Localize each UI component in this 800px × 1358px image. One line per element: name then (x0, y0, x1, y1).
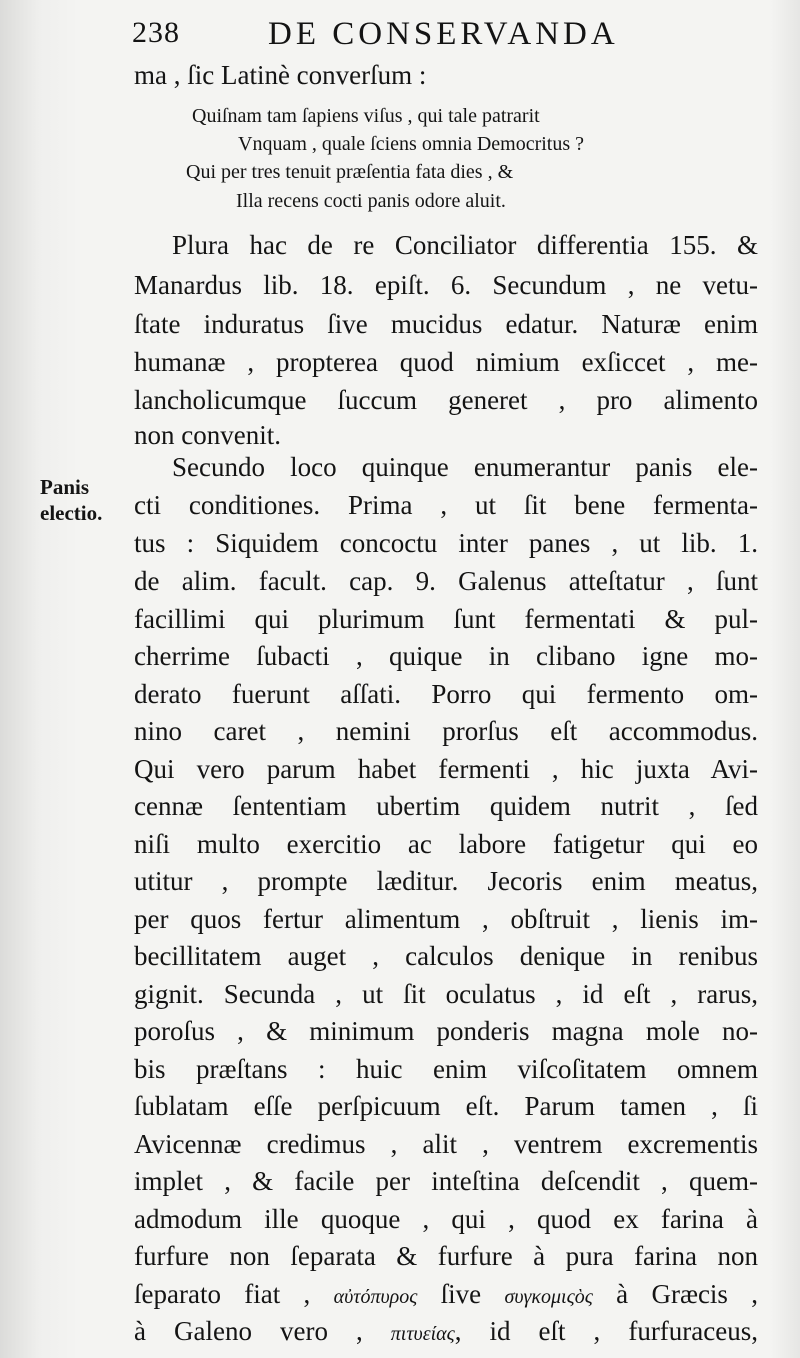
paragraph1-line: lancholicumque ſuccum generet , pro alimento (134, 385, 758, 415)
paragraph1-line: humanæ , propterea quod nimium exſiccet , me- (134, 347, 758, 377)
paragraph2-line: utitur , prompte læditur. Jecoris enim meatus, (134, 866, 758, 896)
paragraph2-line: gignit. Secunda , ut ſit oculatus , id eſt , rarus, (134, 979, 758, 1009)
margin-note (40, 474, 102, 526)
paragraph2-line: derato fuerunt aſſati. Porro qui fermento om- (134, 679, 758, 709)
intro-line: ma , ſic Latinè converſum : (134, 60, 427, 90)
margin-note-line: electio. (40, 501, 103, 525)
paragraph2-line: ſeparato fiat , αὐτόπυρος ſive συγκομιςὸς à Græcis , (134, 1279, 758, 1309)
paragraph2-line: implet , & facile per inteſtina deſcendit , quem- (134, 1166, 758, 1196)
verse-line: Quiſnam tam ſapiens viſus , qui tale patrarit (192, 105, 540, 127)
paragraph2-line: furfure non ſeparata & furfure à pura farina non (134, 1241, 758, 1271)
running-head: DE CONSERVANDA (268, 16, 619, 52)
greek-word: συγκομιςὸς (504, 1286, 593, 1308)
paragraph2-line: poroſus , & minimum ponderis magna mole no- (134, 1016, 758, 1046)
paragraph2-line: à Galeno vero , πιτυείας, id eſt , furfuraceus, (134, 1316, 758, 1346)
paragraph2-line: bis præſtans : huic enim viſcoſitatem omnem (134, 1054, 758, 1084)
paragraph2-line: de alim. facult. cap. 9. Galenus atteſtatur , ſunt (134, 566, 758, 596)
verse-line: Vnquam , quale ſciens omnia Democritus ? (238, 133, 585, 155)
paragraph1-line: ſtate induratus ſive mucidus edatur. Naturæ enim (134, 309, 758, 339)
paragraph2-line: Avicennæ credimus , alit , ventrem excrementis (134, 1129, 758, 1159)
paragraph2-line: cherrime ſubacti , quique in clibano igne mo- (134, 641, 758, 671)
paragraph2-line: becillitatem auget , calculos denique in renibus (134, 941, 758, 971)
paragraph2-line: per quos fertur alimentum , obſtruit , lienis im- (134, 904, 758, 934)
paragraph1-line: non convenit. (134, 420, 281, 450)
verse-line: Illa recens cocti panis odore aluit. (236, 190, 506, 212)
paragraph2-line: admodum ille quoque , qui , quod ex farina à (134, 1204, 758, 1234)
paragraph1-line: Plura hac de re Conciliator differentia 155. & (172, 230, 758, 260)
paragraph2-line: facillimi qui plurimum ſunt fermentati & pul- (134, 604, 758, 634)
paragraph2-line: Secundo loco quinque enumerantur panis ele- (172, 452, 758, 482)
paragraph2-line: tus : Siquidem concoctu inter panes , ut lib. 1. (134, 528, 758, 558)
paragraph2-line: ſublatam eſſe perſpicuum eſt. Parum tamen , ſi (134, 1091, 758, 1121)
greek-word: πιτυείας (390, 1323, 455, 1345)
paragraph2-line: Qui vero parum habet fermenti , hic juxta Avi- (134, 754, 758, 784)
page-number: 238 (132, 16, 180, 49)
paragraph2-line: niſi multo exercitio ac labore fatigetur qui eo (134, 829, 758, 859)
greek-word: αὐτόπυρος (333, 1286, 418, 1308)
paragraph2-line: nino caret , nemini prorſus eſt accommodus. (134, 716, 758, 746)
page-header (126, 14, 686, 58)
paragraph2-line: cennæ ſententiam ubertim quidem nutrit , ſed (134, 791, 758, 821)
margin-note-line: Panis (40, 475, 90, 499)
paragraph2-line: cti conditiones. Prima , ut ſit bene fermenta- (134, 490, 758, 520)
verse-line: Qui per tres tenuit præſentia fata dies , & (186, 161, 514, 183)
paragraph1-line: Manardus lib. 18. epiſt. 6. Secundum , ne vetu- (134, 270, 758, 300)
